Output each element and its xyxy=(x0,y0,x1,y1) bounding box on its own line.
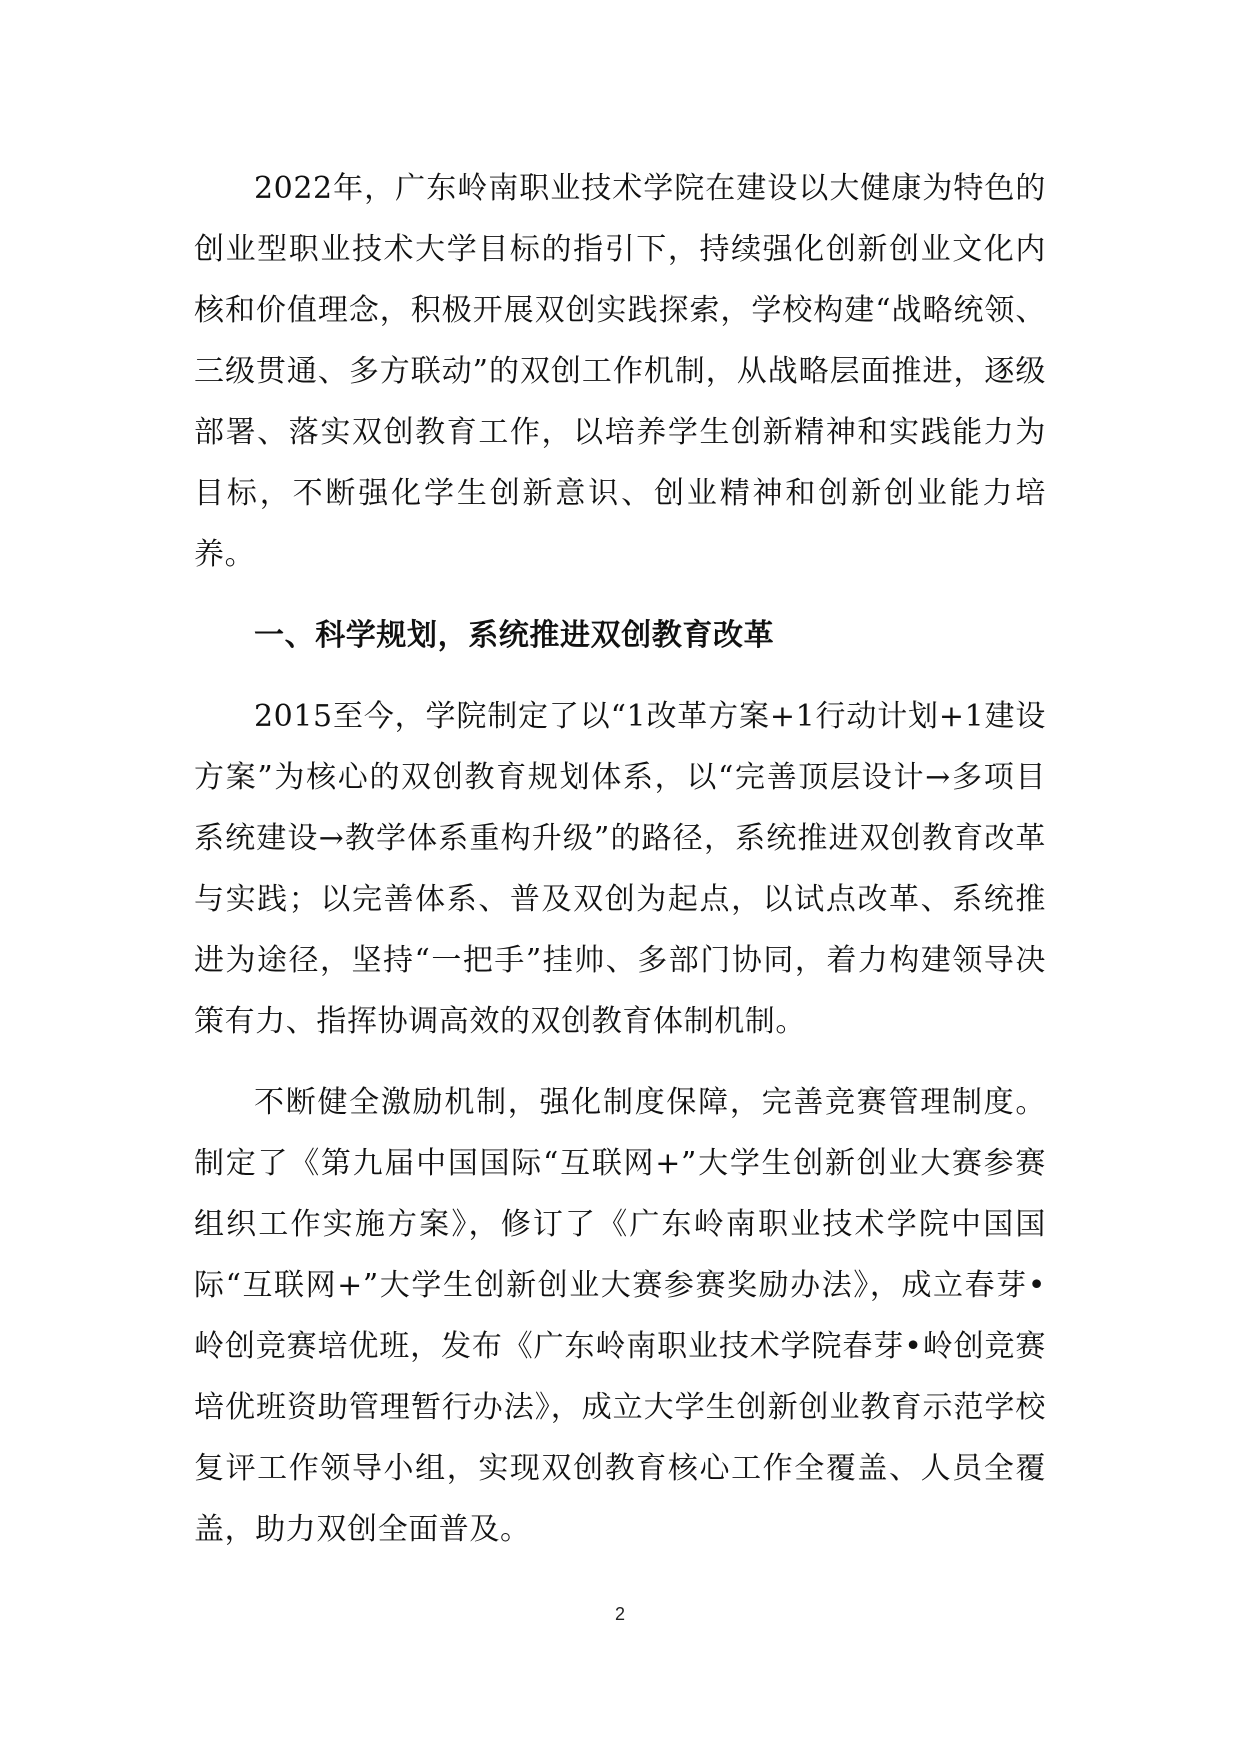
section-paragraph-planning: 2015至今，学院制定了以“1改革方案+1行动计划+1建设方案”为核心的双创教育规划体系，以“完善顶层设计→多项目系统建设→教学体系重构升级”的路径，系统推进双创教育改革与实践；以完善体系、普及双创为起点，以试点改革、系统推进为途径，坚持“一把手”挂帅、多部门协同，着力构建领导决策有力、指挥协调高效的双创教育体制机制。 xyxy=(194,699,1046,1039)
section-heading: 一、科学规划，系统推进双创教育改革 xyxy=(254,618,775,653)
intro-paragraph: 2022年，广东岭南职业技术学院在建设以大健康为特色的创业型职业技术大学目标的指引下，持续强化创新创业文化内核和价值理念，积极开展双创实践探索，学校构建“战略统领、三级贯通、多方联动”的双创工作机制，从战略层面推进，逐级部署、落实双创教育工作，以培养学生创新精神和实践能力为目标，不断强化学生创新意识、创业精神和创新创业能力培养。 xyxy=(194,171,1046,572)
section-paragraph-incentives: 不断健全激励机制，强化制度保障，完善竞赛管理制度。制定了《第九届中国国际“互联网+”大学生创新创业大赛参赛组织工作实施方案》，修订了《广东岭南职业技术学院中国国际“互联网+”大学生创新创业大赛参赛奖励办法》，成立春芽•岭创竞赛培优班，发布《广东岭南职业技术学院春芽•岭创竞赛培优班资助管理暂行办法》，成立大学生创新创业教育示范学校复评工作领导小组，实现双创教育核心工作全覆盖、人员全覆盖，助力双创全面普及。 xyxy=(194,1085,1046,1547)
document-body xyxy=(194,158,1046,1560)
page-number: 2 xyxy=(614,1604,625,1624)
